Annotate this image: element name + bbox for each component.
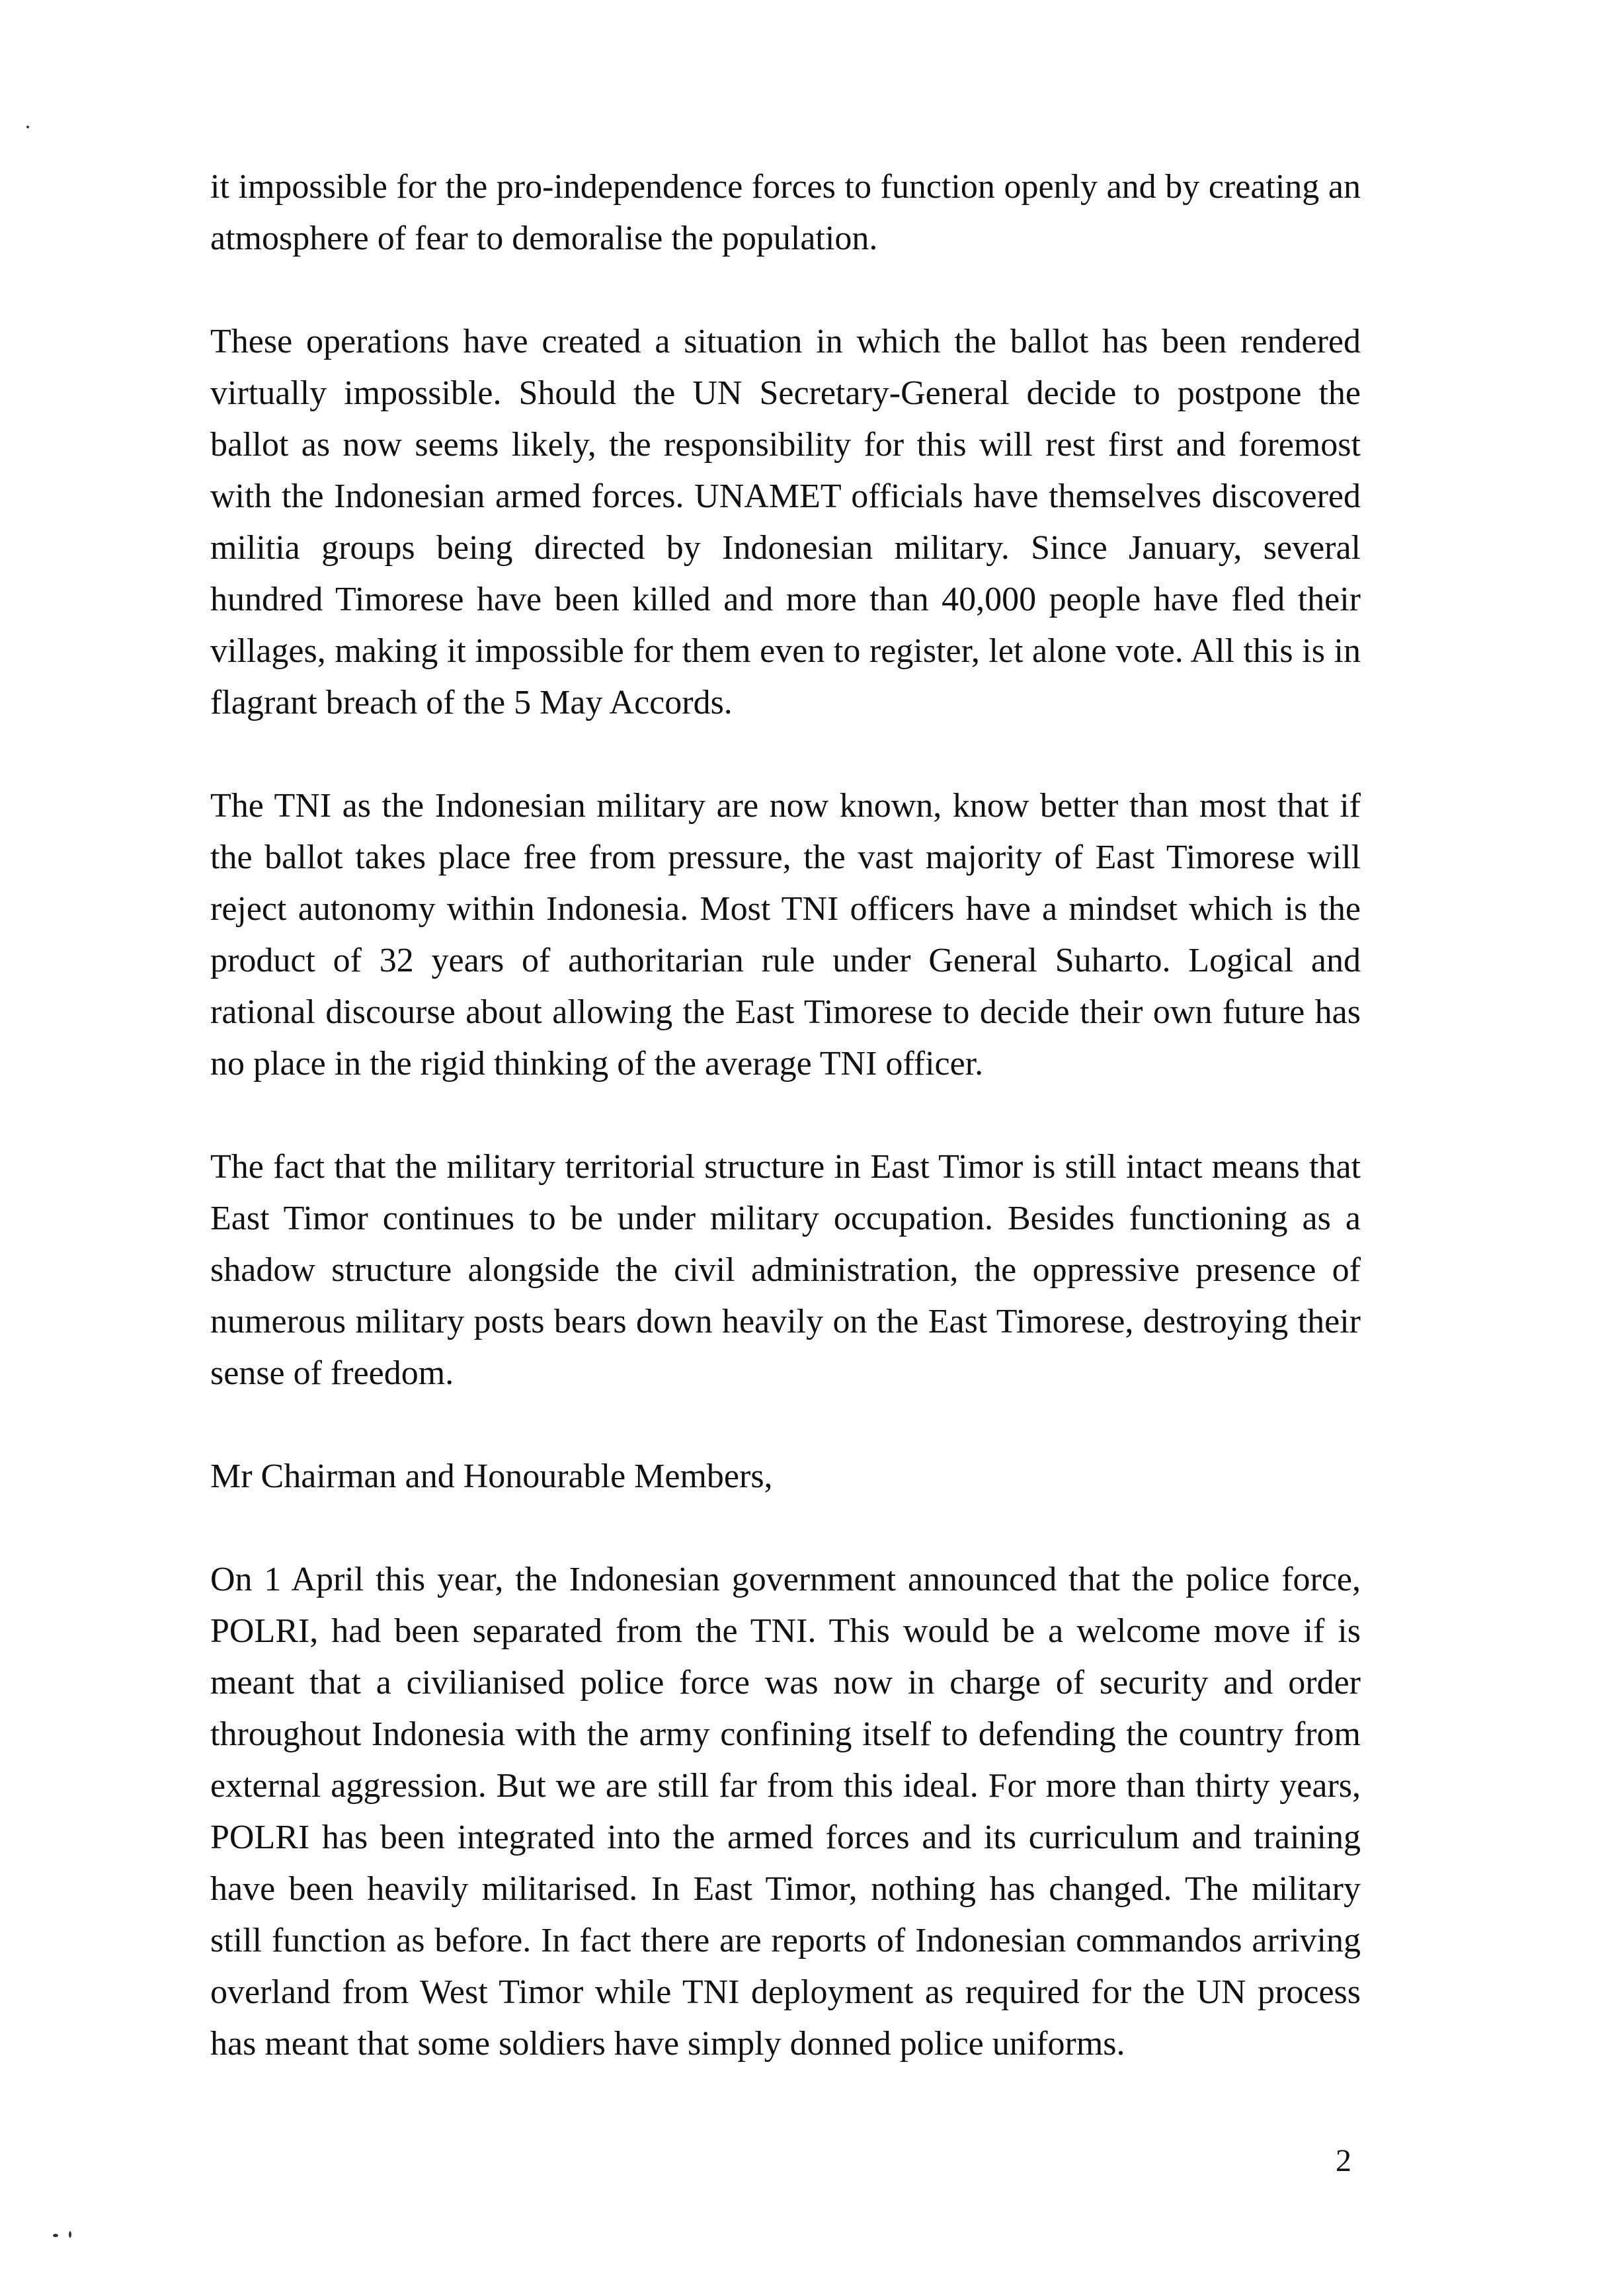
scan-speck bbox=[26, 126, 29, 128]
salutation: Mr Chairman and Honourable Members, bbox=[210, 1457, 773, 1495]
paragraph-6: On 1 April this year, the Indonesian government announced that the police force, POLRI, had been separated from the TNI. This would be a welcome move if is meant that a civilianised police force was now in charge of security and order throughout Indonesia with the army confining itself to defending the country from external aggression. But we are still far from this ideal. For more than thirty years, POLRI has been integrated into the armed forces and its curriculum and training have been heavily militarised. In East Timor, nothing has changed. The military still function as before. In fact there are reports of Indonesian commandos arriving overland from West Timor while TNI deployment as required for the UN process has meant that some soldiers have simply donned police uniforms. bbox=[210, 1561, 1361, 2063]
page-number: 2 bbox=[1336, 2143, 1351, 2178]
scan-speck bbox=[69, 2231, 71, 2238]
document-body bbox=[210, 161, 1361, 2070]
paragraph-2: These operations have created a situation in which the ballot has been rendered virtually impossible. Should the UN Secretary-General decide to postpone the ballot as now seems likely, the responsibility for this will rest first and foremost with the Indonesian armed forces. UNAMET officials have themselves discovered militia groups being directed by Indonesian military. Since January, several hundred Timorese have been killed and more than 40,000 people have fled their villages, making it impossible for them even to register, let alone vote. All this is in flagrant breach of the 5 May Accords. bbox=[210, 323, 1361, 721]
paragraph-1: it impossible for the pro-independence forces to function openly and by creating an atmosphere of fear to demoralise the population. bbox=[210, 168, 1361, 257]
paragraph-4: The fact that the military territorial structure in East Timor is still intact means that East Timor continues to be under military occupation. Besides functioning as a shadow structure alongside the civil administration, the oppressive presence of numerous military posts bears down heavily on the East Timorese, destroying their sense of freedom. bbox=[210, 1148, 1361, 1392]
scan-speck bbox=[53, 2234, 58, 2237]
paragraph-3: The TNI as the Indonesian military are now known, know better than most that if the ballot takes place free from pressure, the vast majority of East Timorese will reject autonomy within Indonesia. Most TNI officers have a mindset which is the product of 32 years of authoritarian rule under General Suharto. Logical and rational discourse about allowing the East Timorese to decide their own future has no place in the rigid thinking of the average TNI officer. bbox=[210, 787, 1361, 1083]
